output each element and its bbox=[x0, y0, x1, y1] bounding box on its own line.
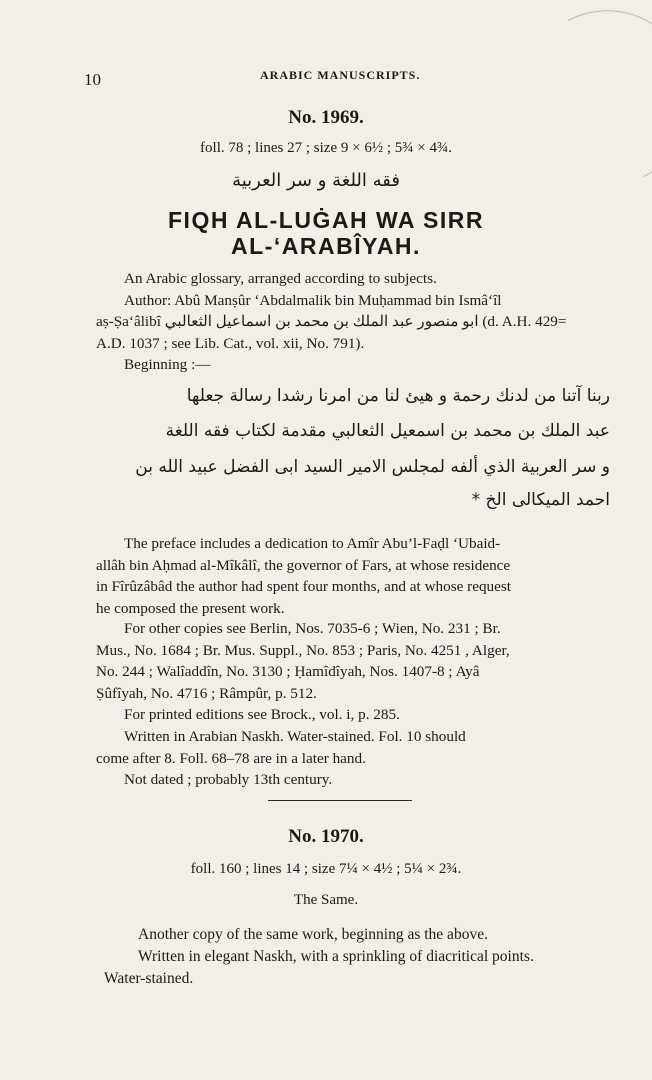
entry-meta-1970: foll. 160 ; lines 14 ; size 7¼ × 4½ ; 5¼ × 2¾. bbox=[190, 861, 462, 877]
copies-line: Mus., No. 1684 ; Br. Mus. Suppl., No. 853 ; Paris, No. 4251 , Alger, bbox=[96, 641, 510, 659]
section-divider bbox=[268, 800, 412, 801]
written-line: come after 8. Foll. 68–78 are in a later hand. bbox=[96, 749, 366, 767]
dated-line: Not dated ; probably 13th century. bbox=[124, 771, 333, 788]
arabic-beginning-line: و سر العربية الذي ألفه لمجلس الامير السيد ابى الفضل عبيد الله بن bbox=[135, 457, 610, 477]
printed-editions bbox=[96, 704, 622, 726]
author-arabic-line: aṣ-Ṣa‘âlibî ابو منصور عبد الملك بن محمد بن اسماعيل الثعالبي (d. A.H. 429= bbox=[96, 313, 567, 330]
running-head: ARABIC MANUSCRIPTS. bbox=[260, 68, 421, 82]
written-line: Written in Arabian Naskh. Water-stained. Fol. 10 should bbox=[124, 728, 466, 745]
arabic-beginning-line: عبد الملك بن محمد بن اسمعيل الثعالبي مقدمة لكتاب فقه اللغة bbox=[165, 421, 610, 441]
description-line: Water-stained. bbox=[104, 970, 194, 987]
dating-paragraph bbox=[96, 769, 622, 791]
copies-line: No. 244 ; Walîaddîn, No. 3130 ; Ḥamîdîyah, Nos. 1407-8 ; Ayâ bbox=[96, 663, 480, 680]
preface-line: The preface includes a dedication to Amîr Abu’l-Faḍl ‘Ubaid- bbox=[124, 535, 501, 552]
entry-meta-1969: foll. 78 ; lines 27 ; size 9 × 6½ ; 5¾ × 4¾. bbox=[200, 140, 452, 156]
entry-number-1969: No. 1969. bbox=[288, 107, 364, 128]
description-line: Another copy of the same work, beginning as the above. bbox=[138, 926, 488, 943]
preface-paragraph bbox=[96, 533, 622, 619]
written-paragraph bbox=[96, 726, 622, 769]
description-line: An Arabic glossary, arranged according to subjects. bbox=[124, 270, 437, 287]
page-header bbox=[60, 68, 620, 90]
copies-line: For other copies see Berlin, Nos. 7035-6 ; Wien, No. 231 ; Br. bbox=[124, 620, 501, 637]
entry-number-1970: No. 1970. bbox=[288, 826, 364, 847]
description-block bbox=[96, 268, 622, 376]
entry-1970-description bbox=[104, 924, 634, 990]
arabic-title: فقه اللغة و سر العربية bbox=[232, 170, 400, 191]
preface-line: in Fîrûzâbâd the author had spent four months, and at whose request bbox=[96, 578, 512, 595]
entry-subtitle-1970: The Same. bbox=[293, 892, 359, 908]
main-title-line-2: AL-‘ARABÎYAH. bbox=[231, 233, 421, 259]
description-line: Written in elegant Naskh, with a sprinkling of diacritical points. bbox=[138, 948, 534, 965]
page-number: 10 bbox=[84, 70, 101, 89]
printed-line: For printed editions see Brock., vol. i, p. 285. bbox=[124, 706, 400, 723]
beginning-label: Beginning :— bbox=[124, 356, 211, 373]
pencil-mark bbox=[497, 0, 652, 209]
copies-paragraph bbox=[96, 618, 622, 704]
preface-line: he composed the present work. bbox=[96, 599, 285, 617]
preface-line: allâh bin Aḥmad al-Mîkâlî, the governor of Fars, at whose residence bbox=[96, 556, 511, 574]
main-title-line-1: FIQH AL-LUĠAH WA SIRR bbox=[168, 207, 484, 233]
arabic-beginning-line: احمد الميكالى الخ * bbox=[471, 490, 610, 510]
arabic-beginning-line: ربنا آتنا من لدنك رحمة و هيئ لنا من امرنا رشدا رسالة جعلها bbox=[186, 386, 610, 406]
author-date-line: A.D. 1037 ; see Lib. Cat., vol. xii, No. 791). bbox=[96, 334, 365, 352]
copies-line: Ṣûfîyah, No. 4716 ; Râmpûr, p. 512. bbox=[96, 684, 317, 702]
author-line: Author: Abû Manṣûr ‘Abdalmalik bin Muḥammad bin Ismâ‘îl bbox=[124, 291, 502, 309]
